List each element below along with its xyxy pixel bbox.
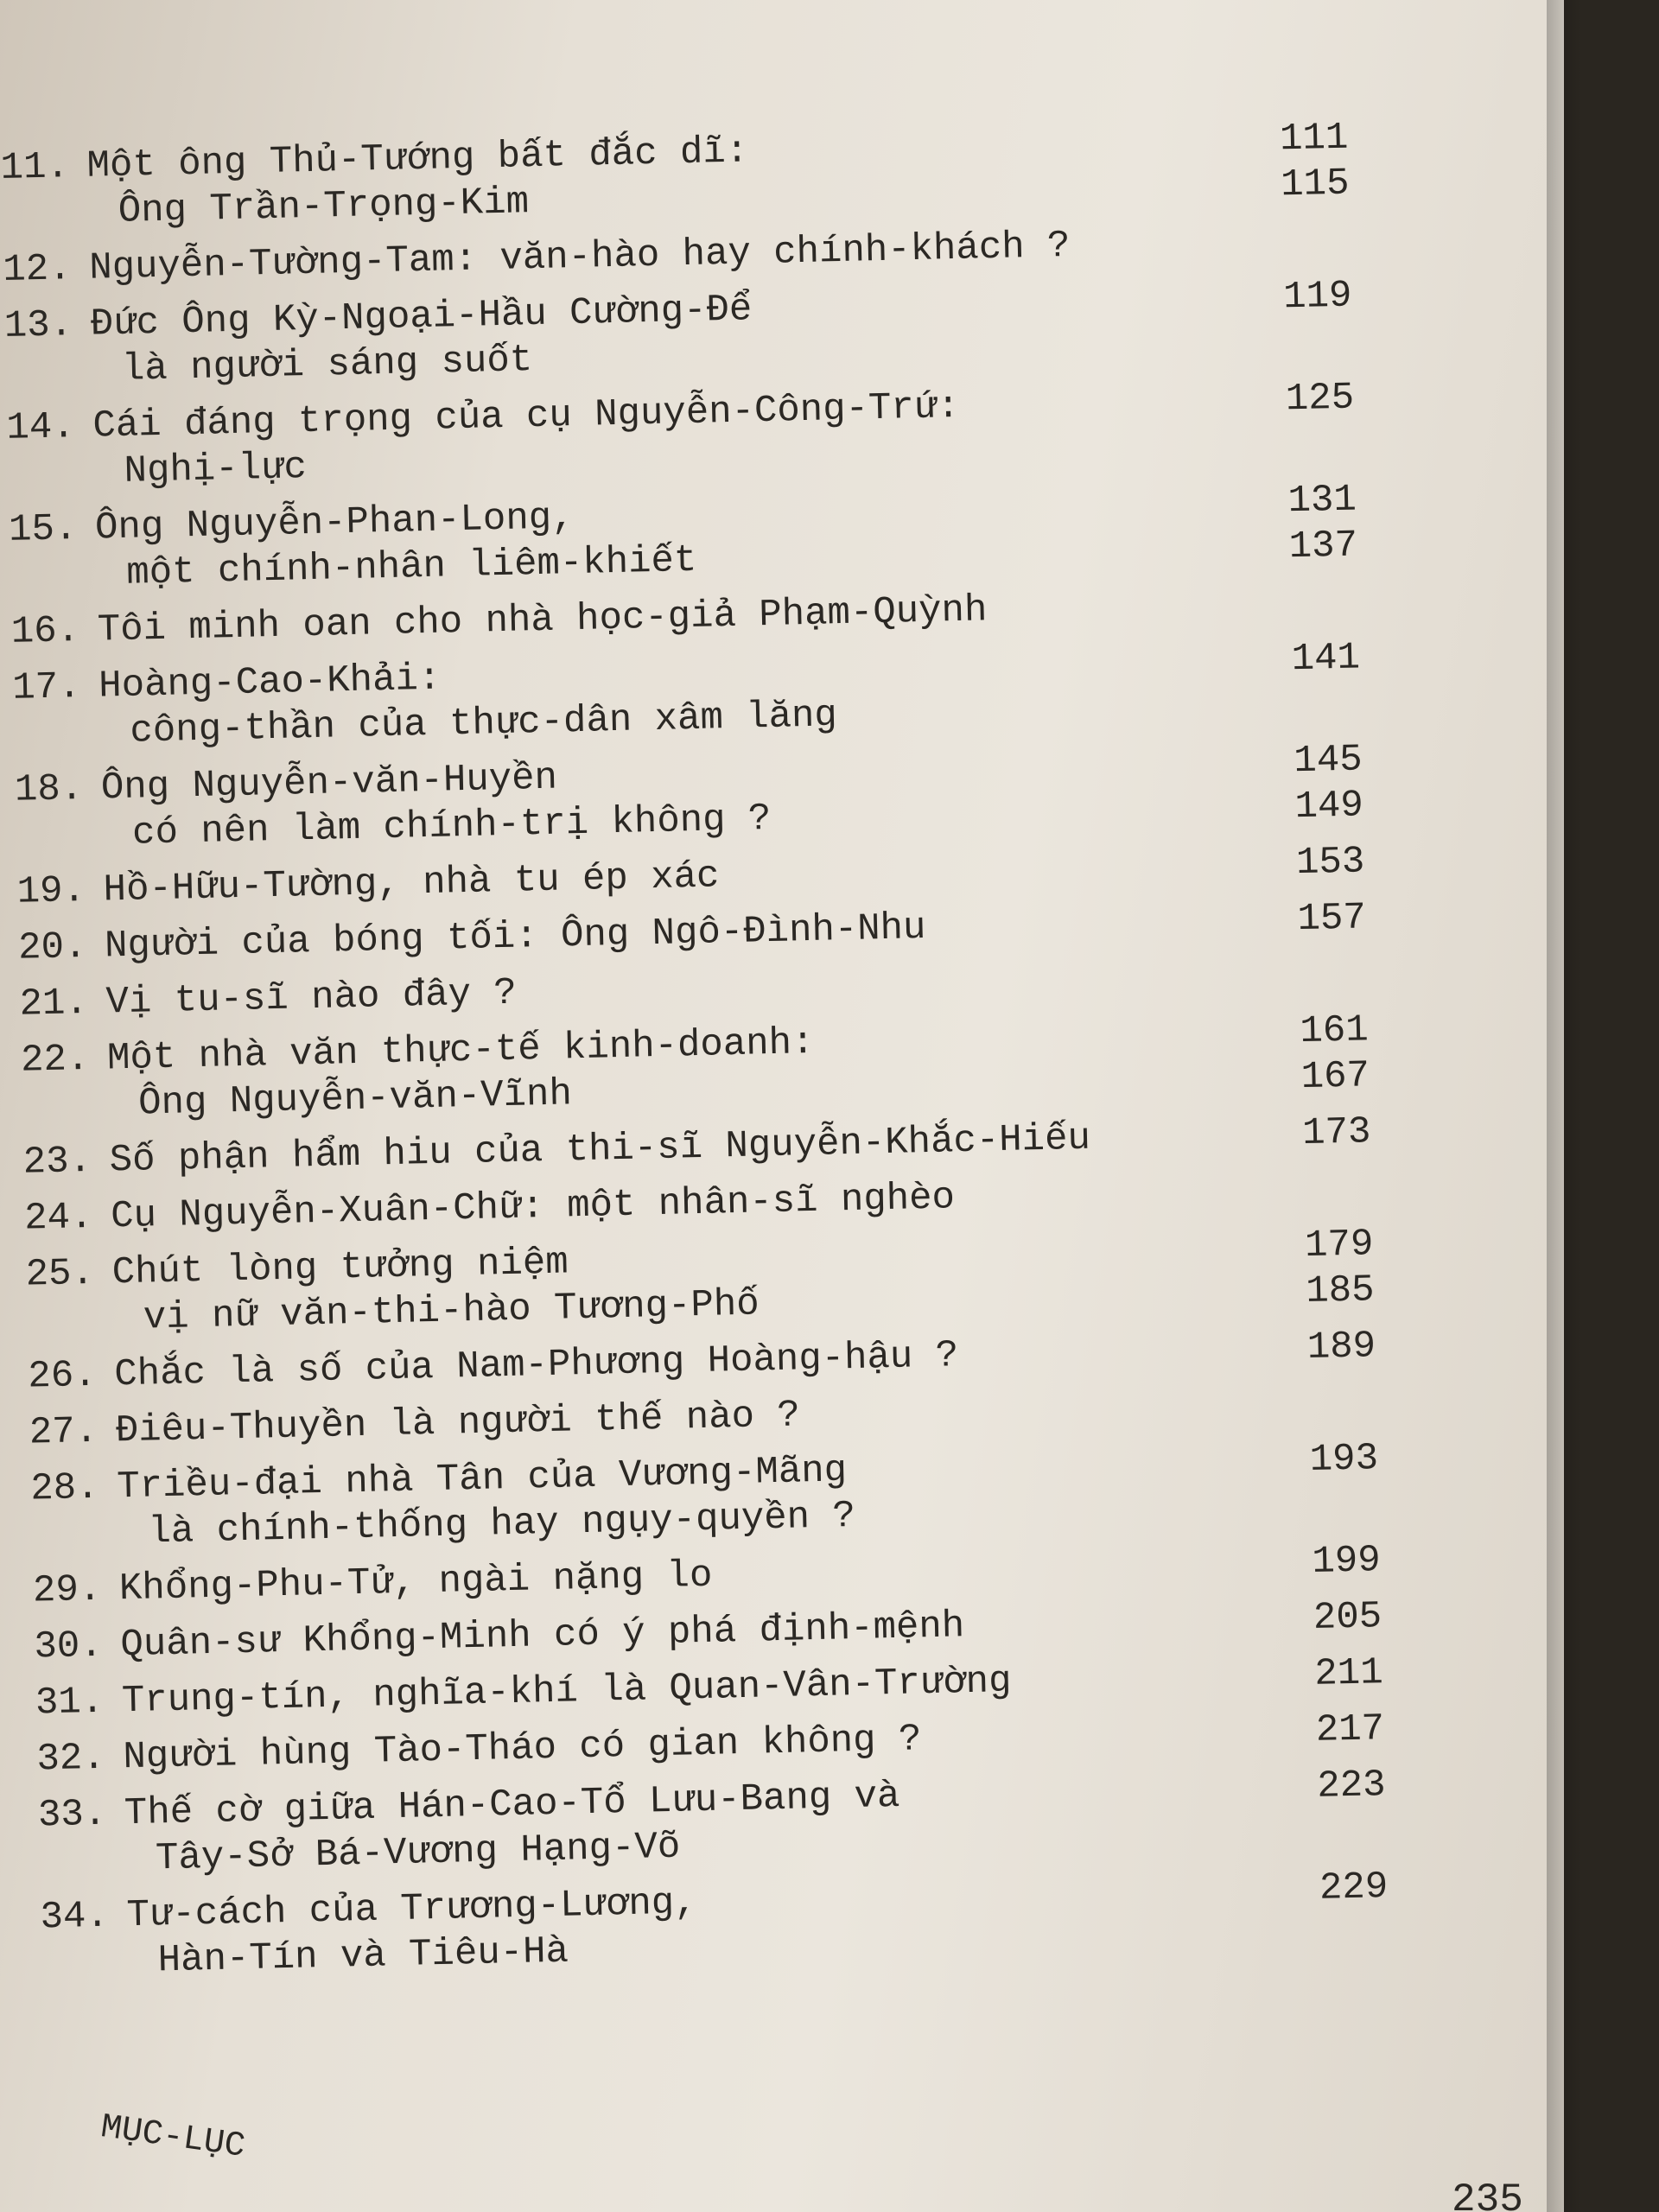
toc-entry-number: 33. <box>37 1792 107 1838</box>
toc-entry-title: Nghị-lực <box>124 446 308 493</box>
toc-page-number: 211 <box>1313 1651 1384 1696</box>
toc-entry-title: công-thần của thực-dân xâm lăng <box>129 694 838 753</box>
toc-entry-title: một chính-nhân liêm-khiết <box>125 538 697 595</box>
toc-entry-title: là người sáng suốt <box>121 339 533 391</box>
toc-entry-title: có nên làm chính-trị không ? <box>131 797 772 855</box>
toc-entry-title: Tây-Sở Bá-Vương Hạng-Võ <box>155 1825 681 1881</box>
toc-entry-number: 25. <box>25 1251 95 1297</box>
toc-page-number: 111 <box>1279 116 1349 162</box>
toc-entry-title: Tôi minh oan cho nhà học-giả Phạm-Quỳnh <box>97 588 988 652</box>
toc-page-number: 193 <box>1309 1437 1379 1482</box>
toc-page-number: 229 <box>1319 1866 1389 1910</box>
toc-entry-number: 11. <box>0 145 70 190</box>
toc-entry-number: 22. <box>20 1037 90 1083</box>
toc-page-number: 115 <box>1280 162 1351 207</box>
toc-entry-title: Ông Nguyễn-văn-Huyền <box>100 756 558 810</box>
toc-entry-title: Ông Trần-Trọng-Kim <box>118 181 530 233</box>
toc-entry-number: 16. <box>10 609 80 654</box>
toc-entry-title: Khổng-Phu-Tử, ngài nặng lo <box>118 1554 713 1611</box>
toc-entry-title: Thế cờ giữa Hán-Cao-Tổ Lưu-Bang và <box>124 1774 901 1836</box>
toc-page-number: 223 <box>1316 1764 1387 1808</box>
table-of-contents <box>0 107 1564 1999</box>
toc-entry-number: 28. <box>29 1465 100 1511</box>
toc-entry-title: Chút lòng tưởng niệm <box>111 1241 569 1295</box>
toc-page-number: 205 <box>1313 1595 1382 1640</box>
toc-entry-number: 26. <box>27 1353 98 1399</box>
toc-entry-number: 15. <box>8 507 78 552</box>
toc-entry-number: 27. <box>29 1409 99 1455</box>
toc-page-number: 119 <box>1282 274 1352 320</box>
toc-page-number: 189 <box>1306 1325 1376 1370</box>
toc-entry-title: Quân-sư Khổng-Minh có ý phá định-mệnh <box>119 1605 965 1668</box>
toc-entry-number: 17. <box>11 665 82 710</box>
toc-entry-title: Nguyễn-Tường-Tam: văn-hào hay chính-khách ? <box>88 224 1071 290</box>
toc-entry-number: 21. <box>19 981 89 1027</box>
toc-entry-title: Cụ Nguyễn-Xuân-Chữ: một nhân-sĩ nghèo <box>110 1176 956 1239</box>
toc-entry-number: 32. <box>35 1736 106 1782</box>
toc-entry-title: Một nhà văn thực-tế kinh-doanh: <box>106 1020 815 1081</box>
toc-page-number: 185 <box>1305 1268 1376 1314</box>
toc-entry-title: Hồ-Hữu-Tường, nhà tu ép xác <box>103 855 720 912</box>
toc-entry-title: Triều-đại nhà Tân của Vương-Mãng <box>116 1449 848 1510</box>
page-number: 235 <box>1452 2177 1523 2212</box>
toc-page-number: 145 <box>1293 738 1363 784</box>
toc-entry-number: 12. <box>2 247 73 292</box>
toc-page-number: 173 <box>1301 1110 1371 1156</box>
toc-entry-number: 29. <box>32 1567 102 1613</box>
toc-page-number: 167 <box>1300 1054 1370 1100</box>
toc-entry-title: Số phận hẩm hiu của thi-sĩ Nguyễn-Khắc-Hiếu <box>109 1116 1091 1183</box>
toc-entry-title: Đức Ông Kỳ-Ngoại-Hầu Cường-Để <box>90 288 753 346</box>
toc-entry-title: Hoàng-Cao-Khải: <box>98 657 442 709</box>
section-label: MỤC-LỤC <box>98 2108 248 2167</box>
toc-entry-number: 24. <box>23 1195 94 1241</box>
toc-entry-title: vị nữ văn-thi-hào Tương-Phố <box>143 1282 760 1340</box>
toc-page-number: 153 <box>1295 840 1365 886</box>
toc-entry-number: 19. <box>16 868 86 914</box>
toc-entry-title: Ông Nguyễn-văn-Vĩnh <box>137 1072 573 1126</box>
toc-entry-title: Hàn-Tín và Tiêu-Hà <box>157 1929 569 1983</box>
toc-page-number: 161 <box>1299 1008 1370 1054</box>
toc-page-number: 149 <box>1294 784 1364 830</box>
toc-entry-title: Ông Nguyễn-Phan-Long, <box>94 496 575 550</box>
toc-entry-title: Trung-tín, nghĩa-khí là Quan-Vân-Trường <box>121 1659 1013 1724</box>
toc-entry-title: Người của bóng tối: Ông Ngô-Đình-Nhu <box>104 906 927 969</box>
toc-page-number: 131 <box>1287 478 1357 524</box>
toc-entry-number: 34. <box>40 1894 110 1940</box>
toc-page-number: 199 <box>1311 1539 1382 1584</box>
toc-page-number: 141 <box>1291 636 1361 682</box>
toc-entry-title: Tư-cách của Trương-Lương, <box>126 1881 698 1938</box>
toc-entry-title: là chính-thống hay ngụy-quyền ? <box>147 1494 856 1554</box>
toc-entry-number: 14. <box>5 405 76 450</box>
toc-page-number: 217 <box>1315 1707 1385 1752</box>
toc-entry-number: 23. <box>22 1139 92 1185</box>
toc-entry-number: 20. <box>17 925 87 970</box>
toc-entry-title: Điêu-Thuyền là người thế nào ? <box>115 1394 801 1453</box>
toc-page-number: 125 <box>1285 376 1355 422</box>
toc-page-number: 137 <box>1288 524 1358 569</box>
page-edge-shadow <box>1547 0 1581 2212</box>
toc-entry-title: Người hùng Tào-Tháo có gian không ? <box>122 1718 922 1780</box>
toc-entry-title: Cái đáng trọng của cụ Nguyễn-Công-Trứ: <box>92 385 961 448</box>
toc-entry-number: 18. <box>14 767 84 812</box>
toc-entry-title: Vị tu-sĩ nào đây ? <box>105 971 518 1025</box>
toc-entry-title: Một ông Thủ-Tướng bất đắc dĩ: <box>86 130 749 188</box>
toc-entry-number: 30. <box>33 1624 104 1669</box>
toc-entry-number: 31. <box>35 1680 105 1726</box>
toc-entry-title: Chắc là số của Nam-Phương Hoàng-hậu ? <box>113 1334 959 1397</box>
toc-entry-number: 13. <box>3 303 73 348</box>
toc-page-number: 179 <box>1304 1223 1374 1268</box>
toc-page-number: 157 <box>1297 896 1367 942</box>
